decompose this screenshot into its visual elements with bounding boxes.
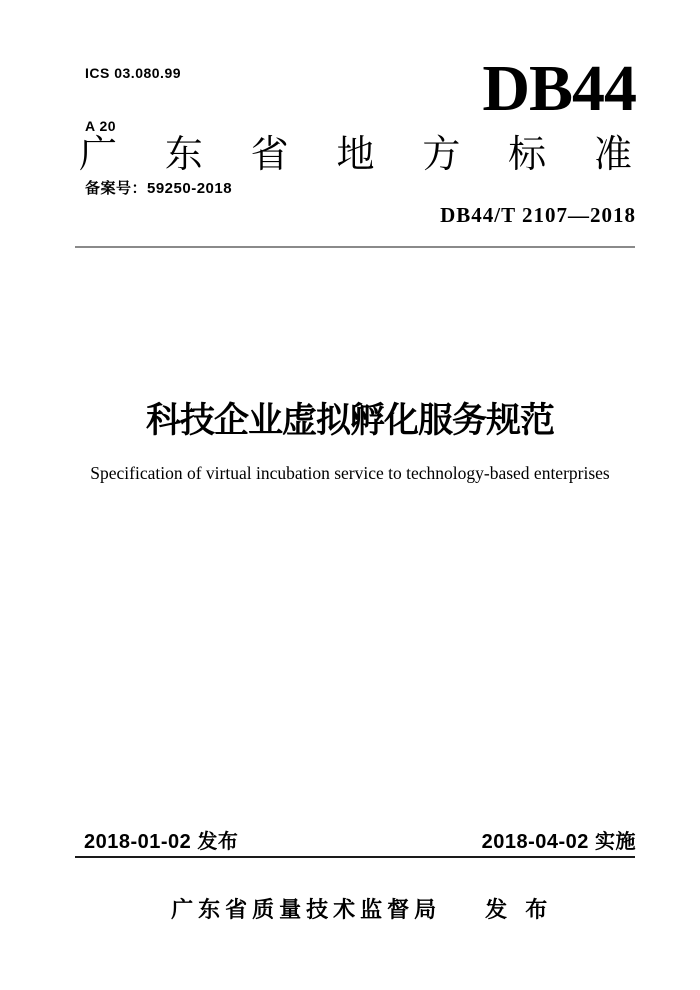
standard-type-char: 准 — [593, 134, 632, 176]
document-title-cn: 科技企业虚拟孵化服务规范 — [145, 401, 554, 440]
standard-number: DB44/T 2107—2018 — [440, 203, 636, 227]
header-divider — [75, 246, 635, 248]
db44-logo: DB44 — [482, 52, 636, 125]
classification-code: A 20 — [85, 118, 117, 134]
standard-type-char: 地 — [336, 134, 375, 176]
standard-type-char: 省 — [250, 134, 289, 176]
ics-code: ICS 03.080.99 — [85, 65, 182, 81]
standard-type-char: 广 — [79, 134, 118, 176]
codes-block — [85, 34, 232, 228]
footer-divider — [75, 856, 635, 858]
standard-type-char: 标 — [508, 134, 547, 176]
issuer-name: 广东省质量技术监督局 — [171, 897, 442, 923]
dates-row — [84, 831, 636, 853]
standard-type-char: 东 — [164, 134, 203, 176]
issuer-row — [0, 871, 700, 950]
standard-type-char: 方 — [422, 134, 461, 176]
implement-date: 2018-04-02 实施 — [481, 831, 636, 853]
publish-label: 发 布 — [485, 897, 554, 923]
standard-type-title — [79, 136, 632, 174]
issue-date: 2018-01-02 发布 — [84, 831, 239, 853]
record-number: 备案号：59250-2018 — [85, 180, 233, 197]
document-title-en: Specification of virtual incubation service to technology-based enterprises — [90, 463, 610, 483]
